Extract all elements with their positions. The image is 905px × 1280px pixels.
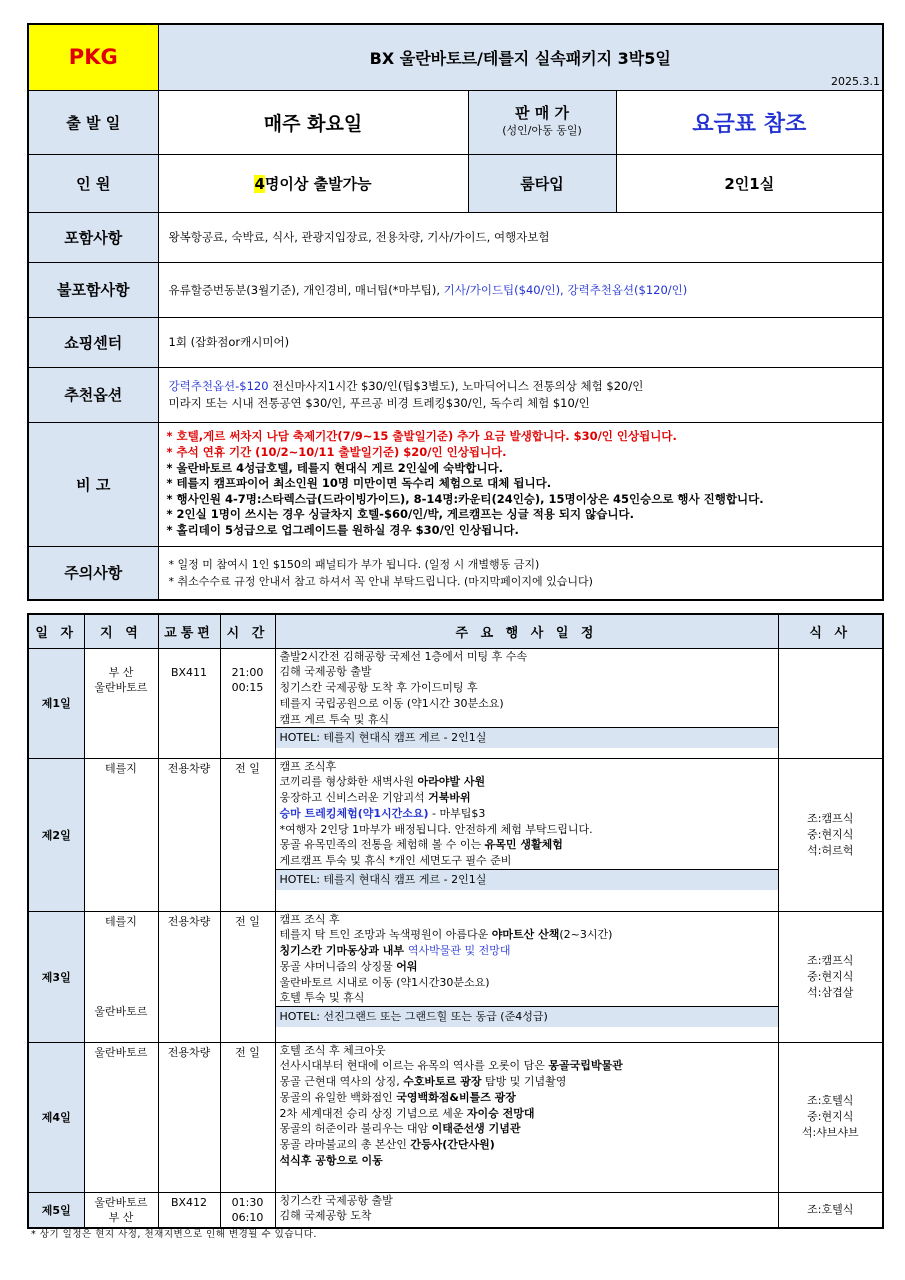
- remarks-value-cell: [158, 422, 883, 546]
- activities-cell: [275, 911, 778, 1042]
- caution-label: 주의사항: [28, 546, 158, 600]
- meal-column-header: 식 사: [778, 614, 883, 648]
- region-cell: [84, 1042, 158, 1192]
- activity-highlight: 어워: [396, 959, 418, 973]
- activity-item: 울란바토르 시내로 이동 (약1시간30분소요): [279, 975, 490, 989]
- activity-item: 칭기스칸 국제공항 출발: [279, 1193, 393, 1207]
- itinerary-row: [28, 758, 883, 911]
- remarks-label: 비 고: [28, 422, 158, 546]
- day-column-header: 일 자: [28, 614, 84, 648]
- transport-cell: BX411: [158, 648, 220, 758]
- activity-item: 게르캠프 투숙 및 휴식 *개인 세면도구 필수 준비: [279, 854, 512, 868]
- transport-column-header: 교통편: [158, 614, 220, 648]
- package-info-table: [27, 23, 884, 601]
- time-item: 00:15: [231, 680, 264, 694]
- itinerary-column-header: 주 요 행 사 일 정: [275, 614, 778, 648]
- caution-value-cell: [158, 546, 883, 600]
- exclude-value-cell: [158, 262, 883, 317]
- people-value: 명이상 출발가능: [264, 174, 372, 193]
- time-column-header: 시 간: [220, 614, 275, 648]
- hotel-info: HOTEL: 테를지 현대식 캠프 게르 - 2인1실: [276, 727, 778, 748]
- activity-item: 2차 세계대전 승리 상징 기념으로 세운 자이승 전망대: [279, 1106, 535, 1120]
- activity-highlight: 자이승 전망대: [466, 1106, 535, 1120]
- region-item: 울란바토르: [94, 1005, 148, 1019]
- time-cell: [220, 911, 275, 1042]
- remarks-item: * 홀리데이 5성급으로 업그레이드를 원하실 경우 $30/인 인상됩니다.: [166, 522, 519, 537]
- room-type-label: 룸타입: [468, 154, 616, 212]
- caution-item: * 취소수수료 규정 안내서 참고 하셔서 꼭 안내 부탁드립니다. (마지막페이지에 있습니다): [168, 574, 593, 588]
- price-value: 요금표 참조: [616, 90, 883, 154]
- meal-item: 석:삼겹살: [807, 985, 854, 999]
- day-label: 제1일: [28, 648, 84, 758]
- activity-item: 칭기스칸 국제공항 도착 후 가이드미팅 후: [279, 681, 478, 695]
- meal-item: 중:현지식: [807, 1110, 854, 1123]
- price-label: 판 매 가: [515, 104, 569, 122]
- time-item: 06:10: [231, 1210, 264, 1224]
- departure-label: 출 발 일: [28, 90, 158, 154]
- day-label: 제2일: [28, 758, 84, 911]
- meal-item: 석:샤브샤브: [801, 1126, 859, 1139]
- remarks-red-list: [167, 429, 875, 460]
- activities-cell: [275, 1042, 778, 1192]
- activity-item: 웅장하고 신비스러운 기암괴석 거북바위: [279, 791, 471, 805]
- package-title: BX 울란바토르/테를지 실속패키지 3박5일: [369, 48, 671, 68]
- people-label: 인 원: [28, 154, 158, 212]
- region-column-header: 지 역: [84, 614, 158, 648]
- option-value-cell: [158, 367, 883, 422]
- activity-highlight: 거북바위: [428, 791, 471, 805]
- people-value-cell: [158, 154, 468, 212]
- remarks-item: * 울란바토르 4성급호텔, 테를지 현대식 게르 2인실에 숙박합니다.: [166, 460, 504, 475]
- activity-item: 선사시대부터 현대에 이르는 유목의 역사를 오롯이 담은 몽골국립박물관: [279, 1059, 623, 1073]
- exclude-value: 유류할증번동분(3월기준), 개인경비, 매너팁(*마부팁),: [168, 282, 444, 297]
- region-cell: [84, 758, 158, 911]
- activity-highlight: 수호바토르 광장: [403, 1075, 482, 1089]
- activity-highlight: 야마트산 산책: [491, 928, 560, 942]
- activity-item: 캠프 조식 후: [279, 912, 340, 926]
- option-line-1: [169, 378, 883, 395]
- region-item: 부 산: [108, 665, 134, 679]
- shopping-label: 쇼핑센터: [28, 317, 158, 367]
- time-cell: [220, 1192, 275, 1228]
- day-label: 제3일: [28, 911, 84, 1042]
- option-label: 추천옵션: [28, 367, 158, 422]
- day-label: 제4일: [28, 1042, 84, 1192]
- meal-item: 조:캠프식: [807, 811, 854, 825]
- meal-item: 석:허르헉: [807, 843, 854, 857]
- activity-item: 호텔 투숙 및 휴식: [279, 991, 365, 1005]
- region-cell: [84, 648, 158, 758]
- activity-highlight: 국영백화점&비틀즈 광장: [396, 1090, 516, 1104]
- itinerary-table: [27, 613, 884, 1229]
- region-cell: [84, 911, 158, 1042]
- remarks-red-item: * 추석 연휴 기간 (10/2~10/11 출발일기준) $20/인 인상됩니다.: [166, 445, 507, 460]
- activity-item: [276, 943, 778, 959]
- price-sublabel: (성인/아동 동일): [502, 124, 582, 137]
- region-item: 울란바토르: [94, 680, 148, 694]
- itinerary-header-row: [28, 614, 883, 648]
- meal-item: 조:호텔식: [807, 1094, 854, 1107]
- activity-item: 출발2시간전 김해공항 국제선 1층에서 미팅 후 수속: [279, 649, 527, 663]
- option-line-1-text: 전신마사지1시간 $30/인(팁$3별도), 노마딕어니스 전통의상 체험 $20/인: [272, 378, 644, 393]
- activities-cell: [275, 648, 778, 758]
- document-date: 2025.3.1: [831, 74, 881, 88]
- transport-cell: 전용차량: [158, 758, 220, 911]
- time-cell: [220, 1042, 275, 1192]
- meal-item: 중:현지식: [807, 969, 854, 983]
- option-line-2: 미라지 또는 시내 전통공연 $30/인, 푸르공 비경 트레킹$30/인, 독수리 체험 $10/인: [168, 395, 590, 410]
- meal-item: 중:현지식: [807, 827, 854, 841]
- activity-item: 몽골 근현대 역사의 상징, 수호바토르 광장 탐방 및 기념촬영: [279, 1075, 567, 1089]
- caution-item: * 일정 미 참여시 1인 $150의 패널티가 부가 됩니다. (일정 시 개별행동 금지): [168, 557, 540, 571]
- activity-highlight: 유목민 생활체험: [484, 838, 563, 852]
- remarks-list: [167, 461, 875, 539]
- activity-highlight: 칭기스칸 기마동상과 내부: [279, 944, 408, 958]
- region-item: 울란바토르: [94, 1195, 148, 1209]
- activity-highlight: 석식후 공항으로 이동: [279, 1154, 383, 1168]
- time-cell: [220, 648, 275, 758]
- itinerary-row: [28, 1192, 883, 1228]
- departure-value: 매주 화요일: [158, 90, 468, 154]
- activity-highlight: 이태준선생 기념관: [431, 1122, 521, 1136]
- time-item: 01:30: [231, 1195, 264, 1209]
- activity-item: 김해 국제공항 출발: [279, 665, 372, 679]
- exclude-value-tips: 기사/가이드팁($40/인), 강력추천옵션($120/인): [443, 282, 688, 297]
- remarks-item: * 테를지 캠프파이어 최소인원 10명 미만이면 독수리 체험으로 대체 됩니다.: [166, 476, 552, 491]
- activity-item: 몽골 샤머니즘의 상징물 어워: [279, 959, 418, 973]
- include-value: 왕복항공료, 숙박료, 식사, 관광지입장료, 전용차량, 기사/가이드, 여행자보험: [158, 212, 883, 262]
- region-cell: [84, 1192, 158, 1228]
- meal-cell: [778, 911, 883, 1042]
- price-label-cell: [468, 90, 616, 154]
- remarks-item: * 2인실 1명이 쓰시는 경우 싱글차지 호텔-$60/인/박, 게르캠프는 싱글 적용 되지 않습니다.: [166, 507, 634, 522]
- activity-item: 몽골의 유일한 백화점인 국영백화점&비틀즈 광장: [279, 1090, 516, 1104]
- activity-highlight: 몽골국립박물관: [548, 1059, 623, 1073]
- pkg-badge: PKG: [28, 24, 158, 90]
- include-label: 포함사항: [28, 212, 158, 262]
- shopping-value: 1회 (잡화점or캐시미어): [158, 317, 883, 367]
- day-label: 제5일: [28, 1192, 84, 1228]
- time-item: 전 일: [235, 761, 260, 775]
- time-cell: [220, 758, 275, 911]
- meal-cell: [778, 1042, 883, 1192]
- exclude-label: 불포함사항: [28, 262, 158, 317]
- activity-item: 몽골 유목민족의 전통을 체험해 볼 수 이는 유목민 생활체험: [279, 838, 563, 852]
- itinerary-row: [28, 1042, 883, 1192]
- hotel-info: HOTEL: 테를지 현대식 캠프 게르 - 2인1실: [276, 869, 778, 890]
- meal-item: 조:캠프식: [807, 953, 854, 967]
- hotel-info: HOTEL: 선진그랜드 또는 그랜드힐 또는 동급 (준4성급): [276, 1006, 778, 1027]
- transport-cell: BX412: [158, 1192, 220, 1228]
- package-title-cell: [158, 24, 883, 90]
- time-item: 전 일: [235, 914, 260, 928]
- option-strong-recommend: 강력추천옵션-$120: [168, 378, 273, 393]
- meal-item: 조:호텔식: [807, 1202, 854, 1216]
- meal-cell: [778, 648, 883, 758]
- activities-cell: [275, 758, 778, 911]
- region-item: 테를지: [105, 761, 137, 775]
- meal-cell: [778, 758, 883, 911]
- activity-highlight: 역사박물관 및 전망대: [407, 944, 511, 958]
- activity-item: 캠프 게르 투숙 및 휴식: [279, 712, 390, 726]
- itinerary-row: [28, 911, 883, 1042]
- remarks-red-item: * 호텔,게르 써차지 나담 축제기간(7/9~15 출발일기준) 추가 요금 발생합니다. $30/인 인상됩니다.: [166, 429, 677, 444]
- remarks-item: * 행사인원 4-7명:스타렉스급(드라이빙가이드), 8-14명:카운티(24인승), 15명이상은 45인승으로 행사 진행합니다.: [166, 491, 764, 506]
- people-min-number: 4: [254, 174, 265, 193]
- meal-cell: [778, 1192, 883, 1228]
- activity-item: 몽골 라마불교의 총 본산인 간등사(간단사원): [279, 1138, 495, 1152]
- activity-item: 승마 트레킹체험(약1시간소요) - 마부팁$3: [279, 806, 486, 820]
- region-item: 울란바토르: [94, 1045, 148, 1059]
- activity-item: 캠프 조식후: [279, 759, 337, 773]
- itinerary-row: [28, 648, 883, 758]
- activity-item: 호텔 조식 후 체크아웃: [279, 1043, 386, 1057]
- region-item: 부 산: [108, 1210, 134, 1224]
- activity-highlight: 간등사(간단사원): [410, 1138, 495, 1152]
- itinerary-footnote: * 상기 일정은 현지 사정, 천재지변으로 인해 변경될 수 있습니다.: [31, 1229, 317, 1240]
- activity-item: 코끼리를 형상화한 새벽사원 아라야발 사원: [279, 775, 486, 789]
- activity-item: 김해 국제공항 도착: [279, 1209, 372, 1223]
- activity-item: 테를지 탁 트인 조망과 녹색평원이 아름다운 야마트산 산책(2~3시간): [279, 928, 613, 942]
- transport-cell: 전용차량: [158, 1042, 220, 1192]
- activity-item: *여행자 2인당 1마부가 배정됩니다. 안전하게 체험 부탁드립니다.: [279, 822, 593, 836]
- activities-cell: [275, 1192, 778, 1228]
- activity-highlight: 승마 트레킹체험(약1시간소요): [279, 806, 429, 820]
- activity-highlight: 아라야발 사원: [417, 775, 486, 789]
- time-item: 전 일: [235, 1045, 260, 1059]
- transport-cell: 전용차량: [158, 911, 220, 1042]
- activity-item: [276, 1153, 778, 1169]
- activity-item: 몽골의 허준이라 불리우는 대암 이태준선생 기념관: [279, 1122, 521, 1136]
- activity-item: 테를지 국립공원으로 이동 (약1시간 30분소요): [279, 696, 504, 710]
- region-item: 테를지: [105, 914, 137, 928]
- time-item: 21:00: [231, 665, 264, 679]
- room-type-value: 2인1실: [616, 154, 883, 212]
